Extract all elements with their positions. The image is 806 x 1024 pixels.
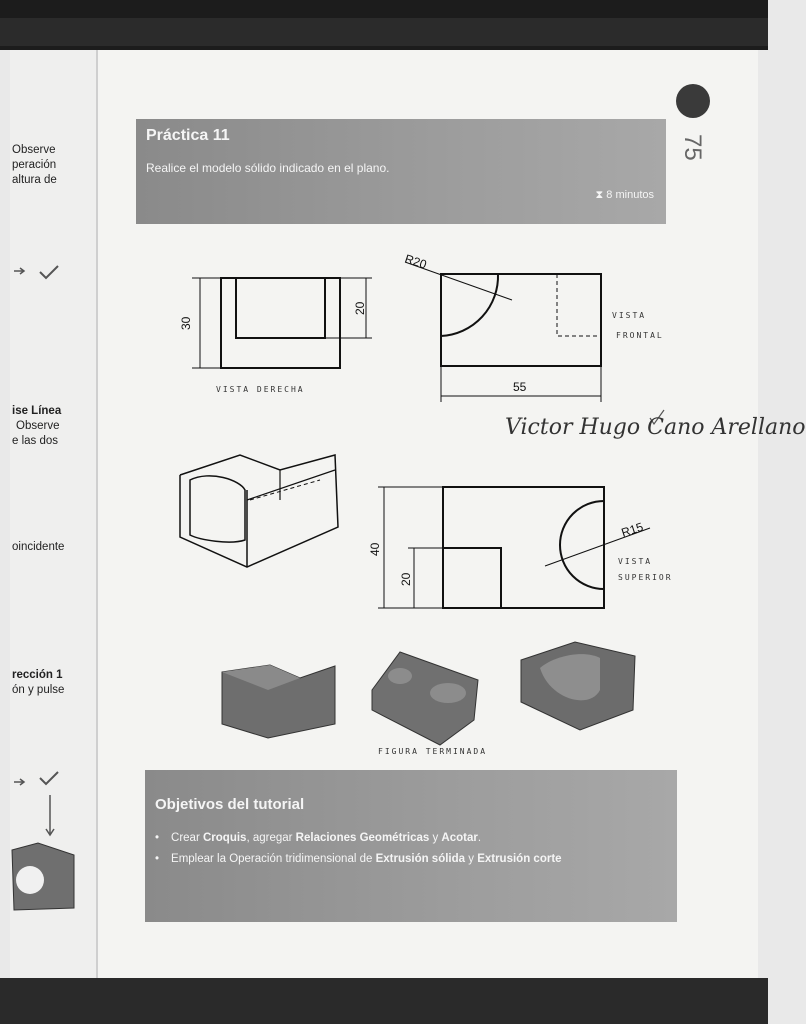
label-vista-superior-2: SUPERIOR [618,573,673,582]
dim-20: 20 [353,301,367,315]
top-view-arc [560,501,604,589]
objetivos-title: Objetivos del tutorial [155,796,305,813]
practica-time-text: 8 minutos [606,189,654,201]
margin-text: rección 1 [12,669,63,681]
margin-text: Observe [12,144,56,156]
dim-r20: R20 [403,251,429,272]
dim-30: 30 [179,316,193,330]
front-view-hidden-lines [557,274,601,336]
arrow-right-icon [14,779,24,785]
label-figura-terminada: FIGURA TERMINADA [378,747,488,756]
check-icon [40,266,58,278]
top-view-notch [443,548,501,608]
bottom-scan-band [0,978,768,1024]
front-view-arc [441,274,498,336]
margin-text: altura de [12,174,57,186]
practica-time: ⧗ 8 minutos [595,189,654,201]
arrow-down-icon [46,795,54,835]
objetivos-banner [145,770,677,922]
label-vista-frontal: VISTA [612,311,647,320]
dim-20-bottom: 20 [399,572,413,586]
right-view-outline [221,278,340,368]
right-view-slot [236,278,325,338]
margin-text: oincidente [12,541,65,553]
arrow-right-icon [14,268,24,274]
label-vista-derecha: VISTA DERECHA [216,385,305,394]
dim-r15: R15 [619,519,645,540]
isometric-outline [180,455,338,567]
check-icon [40,772,58,784]
objetivos-list [155,828,562,870]
margin-text: e las dos [12,435,59,447]
margin-text: peración [12,159,57,171]
dim-40: 40 [368,542,382,556]
margin-text: Observe [16,420,60,432]
dim-55: 55 [513,380,527,394]
practica-title: Práctica 11 [146,127,230,144]
practica-instruction: Realice el modelo sólido indicado en el plano. [146,161,390,175]
isometric-cutout [190,476,245,542]
page-number-text: 75 [679,134,706,161]
objetivo-item: • Emplear la Operación tridimensional de Extrusión sólida y Extrusión corte [155,849,562,870]
label-vista-frontal-2: FRONTAL [616,331,664,340]
margin-text: ón y pulse [12,684,65,696]
objetivo-item: • Crear Croquis, agregar Relaciones Geométricas y Acotar. [155,828,562,849]
margin-text: ise Línea [12,405,62,417]
front-view-outline [441,274,601,366]
label-vista-superior: VISTA [618,557,653,566]
handwritten-signature: Victor Hugo Cano Arellano [505,415,806,440]
